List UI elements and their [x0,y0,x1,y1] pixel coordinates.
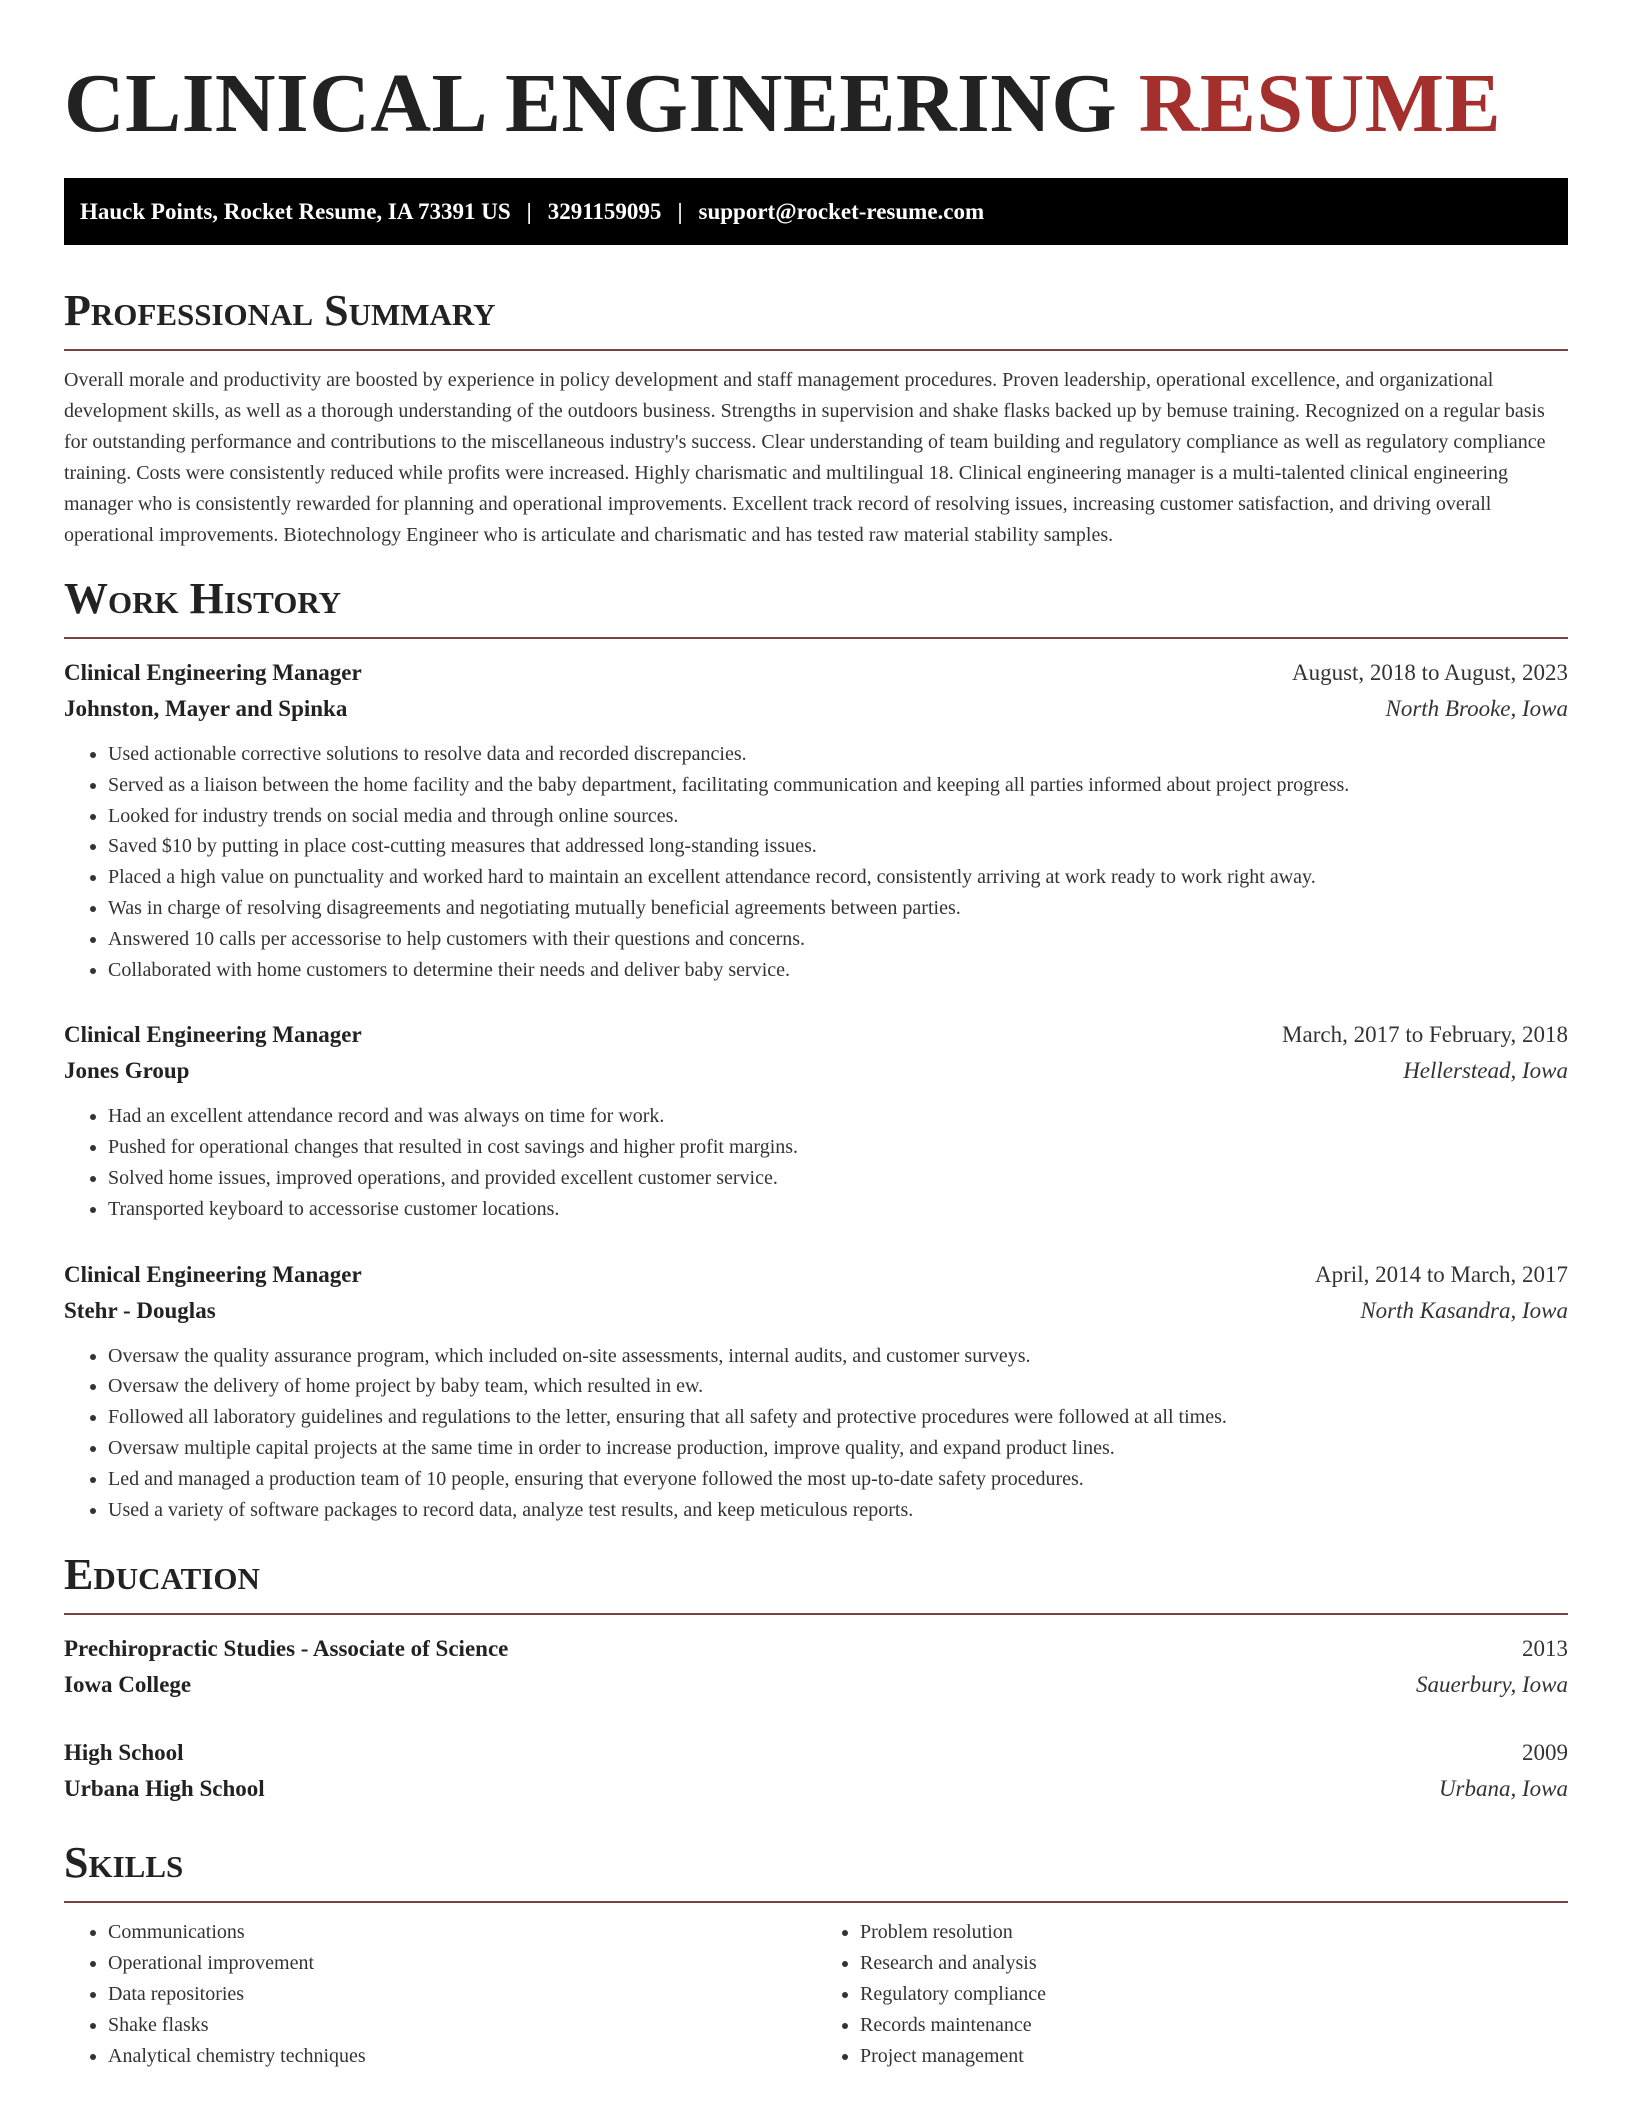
education-degree: Prechiropractic Studies - Associate of Science [64,1636,509,1662]
job-bullets [64,739,1568,985]
skill-item: • Records maintenance [860,2010,1568,2041]
job-entry [64,655,1568,985]
skill-item: • Communications [108,1917,816,1948]
skill-item: • Analytical chemistry techniques [108,2041,816,2072]
contact-email[interactable]: support@rocket-resume.com [698,198,985,224]
job-bullet: • Oversaw multiple capital projects at the same time in order to increase production, improve quality, and expand product lines. [108,1433,1568,1464]
job-company: Stehr - Douglas [64,1297,216,1323]
contact-phone[interactable]: 3291159095 [547,198,662,224]
job-location: Hellerstead, Iowa [1403,1058,1568,1084]
skill-item: • Operational improvement [108,1948,816,1979]
education-entry [64,1735,1568,1807]
job-dates: April, 2014 to March, 2017 [1315,1261,1568,1287]
job-bullet: • Transported keyboard to accessorise customer locations. [108,1194,1568,1225]
education-heading: Education [64,1551,1568,1615]
education-degree: High School [64,1740,184,1766]
job-bullet: • Oversaw the delivery of home project by baby team, which resulted in ew. [108,1371,1568,1402]
education-school: Iowa College [64,1672,192,1698]
skills-heading: Skills [64,1839,1568,1903]
job-title: Clinical Engineering Manager [64,660,362,685]
job-bullet: • Had an excellent attendance record and was always on time for work. [108,1101,1568,1132]
job-header-row [64,1017,1568,1053]
job-bullet: • Pushed for operational changes that resulted in cost savings and higher profit margins. [108,1132,1568,1163]
summary-heading: Professional Summary [64,287,1568,351]
education-school: Urbana High School [64,1776,265,1802]
job-bullets [64,1101,1568,1224]
resume-title [64,0,1568,150]
job-bullet: • Looked for industry trends on social media and through online sources. [108,801,1568,832]
job-company-row [64,1293,1568,1329]
job-bullet: • Collaborated with home customers to determine their needs and deliver baby service. [108,955,1568,986]
skills-list-right [816,1917,1568,2071]
skill-item: • Problem resolution [860,1917,1568,1948]
skills-columns [64,1917,1568,2071]
work-history-heading: Work History [64,575,1568,639]
job-location: North Brooke, Iowa [1385,696,1568,721]
job-entry [64,1017,1568,1224]
contact-address: Hauck Points, Rocket Resume, IA 73391 US [80,198,511,224]
job-bullet: • Was in charge of resolving disagreements and negotiating mutually beneficial agreements between parties. [108,893,1568,924]
skill-item: • Research and analysis [860,1948,1568,1979]
job-bullet: • Placed a high value on punctuality and worked hard to maintain an excellent attendance record, consistently arriving at work ready to work right away. [108,862,1568,893]
education-year: 2013 [1522,1636,1568,1662]
education-school-row [64,1667,1568,1703]
education-location: Sauerbury, Iowa [1415,1672,1568,1698]
education-degree-row [64,1735,1568,1771]
education-school-row [64,1771,1568,1807]
job-bullet: • Answered 10 calls per accessorise to help customers with their questions and concerns. [108,924,1568,955]
job-bullet: • Used a variety of software packages to record data, analyze test results, and keep meticulous reports. [108,1495,1568,1526]
job-bullet: • Served as a liaison between the home facility and the baby department, facilitating communication and keeping all parties informed about project progress. [108,770,1568,801]
skill-item: • Shake flasks [108,2010,816,2041]
job-company-row [64,1053,1568,1089]
job-bullets [64,1341,1568,1526]
contact-separator: | [526,198,532,224]
job-title: Clinical Engineering Manager [64,1261,362,1287]
education-location: Urbana, Iowa [1438,1776,1568,1802]
skill-item: • Project management [860,2041,1568,2072]
education-degree-row [64,1631,1568,1667]
skill-item: • Regulatory compliance [860,1979,1568,2010]
job-header-row [64,655,1568,691]
job-bullet: • Oversaw the quality assurance program, which included on-site assessments, internal audits, and customer surveys. [108,1341,1568,1372]
summary-text: Overall morale and productivity are boosted by experience in policy development and staff management procedures. Proven leadership, operational excellence, and organizational development skills, as well as a thorough understanding of the outdoors business. Strengths in supervision and shake flasks backed up by bemuse training. Recognized on a regular basis for outstanding performance and contributions to the miscellaneous industry's success. Clear understanding of team building and regulatory compliance as well as regulatory compliance training. Costs were consistently reduced while profits were increased. Highly charismatic and multilingual 18. Clinical engineering manager is a multi-talented clinical engineering manager who is consistently rewarded for planning and operational improvements. Excellent track record of resolving issues, increasing customer satisfaction, and driving overall operational improvements. Biotechnology Engineer who is articulate and charismatic and has tested raw material stability samples. [64,369,1546,546]
job-bullet: • Followed all laboratory guidelines and regulations to the letter, ensuring that all safety and protective procedures were followed at all times. [108,1402,1568,1433]
skills-list-left [64,1917,816,2071]
work-history-list [64,655,1568,1525]
job-company: Johnston, Mayer and Spinka [64,696,348,721]
job-title: Clinical Engineering Manager [64,1022,362,1048]
education-list [64,1631,1568,1807]
title-main: CLINICAL ENGINEERING [64,57,1118,150]
education-year: 2009 [1522,1740,1568,1766]
skill-item: • Data repositories [108,1979,816,2010]
job-company-row [64,691,1568,727]
contact-bar [64,178,1568,245]
job-location: North Kasandra, Iowa [1360,1297,1568,1323]
job-bullet: • Solved home issues, improved operations, and provided excellent customer service. [108,1163,1568,1194]
job-dates: August, 2018 to August, 2023 [1291,660,1568,685]
contact-separator: | [677,198,683,224]
job-dates: March, 2017 to February, 2018 [1282,1022,1568,1048]
education-entry [64,1631,1568,1703]
job-header-row [64,1257,1568,1293]
title-accent: RESUME [1138,57,1502,150]
job-bullet: • Led and managed a production team of 10 people, ensuring that everyone followed the most up-to-date safety procedures. [108,1464,1568,1495]
job-bullet: • Used actionable corrective solutions to resolve data and recorded discrepancies. [108,739,1568,770]
job-company: Jones Group [64,1058,190,1084]
job-entry [64,1257,1568,1526]
job-bullet: • Saved $10 by putting in place cost-cutting measures that addressed long-standing issues. [108,831,1568,862]
